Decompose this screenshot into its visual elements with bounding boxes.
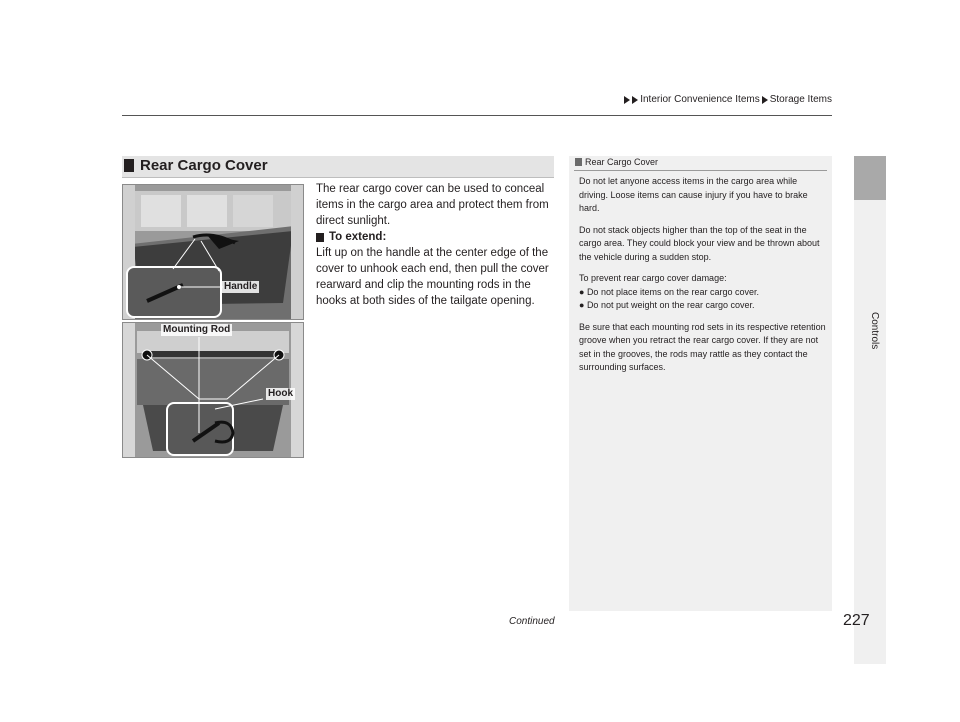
handle-callout: Handle xyxy=(224,281,258,292)
hook-callout: Hook xyxy=(268,388,293,399)
section-square-icon xyxy=(124,159,134,172)
subheading-square-icon xyxy=(316,233,324,242)
page-number: 227 xyxy=(843,612,870,629)
note-bullet-item: ● Do not put weight on the rear cargo cover. xyxy=(579,300,755,310)
cargo-cover-photo xyxy=(122,184,304,320)
subheading-label: To extend: xyxy=(329,231,387,243)
instruction-paragraph: Lift up on the handle at the center edge of the cover to unhook each end, then pull the cover rearward and clip the mounting rods in the hooks at both sides of the tailgate opening. xyxy=(316,247,549,307)
note-bullet-item: ● Do not place items on the rear cargo cover. xyxy=(579,286,760,297)
intro-paragraph: The rear cargo cover can be used to conceal items in the cargo area and protect them from direct sunlight. xyxy=(316,183,549,227)
note-title[interactable]: Rear Cargo Cover xyxy=(585,157,659,167)
mounting-rod-callout: Mounting Rod xyxy=(163,324,231,335)
section-heading xyxy=(122,156,554,178)
note-paragraph: Be sure that each mounting rod sets in its respective retention groove when you retract the rear cargo cover. If they are not set in the grooves, the rods may rattle as they contact the surrounding surfaces. xyxy=(579,321,826,372)
note-marker-icon xyxy=(575,158,582,166)
breadcrumb xyxy=(624,94,832,105)
note-paragraph: Do not stack objects higher than the top of the seat in the cargo area. They could block your view and be thrown about the vehicle during a sudden stop. xyxy=(579,224,820,262)
breadcrumb-arrow-icon xyxy=(632,96,638,104)
note-paragraph: To prevent rear cargo cover damage: xyxy=(579,273,727,283)
side-tab-label[interactable]: Controls xyxy=(869,312,880,350)
breadcrumb-item-interior-convenience[interactable]: Interior Convenience Items xyxy=(640,94,760,105)
continued-label: Continued xyxy=(509,616,555,627)
note-paragraph: Do not let anyone access items in the cargo area while driving. Loose items can cause injury if you have to brake hard. xyxy=(579,176,808,213)
header-rule xyxy=(122,115,832,116)
note-body xyxy=(579,175,827,383)
body-text xyxy=(316,181,556,309)
side-tab xyxy=(854,156,886,664)
section-title: Rear Cargo Cover xyxy=(140,157,268,174)
breadcrumb-arrow-icon xyxy=(624,96,630,104)
note-bullet-block xyxy=(579,272,827,313)
breadcrumb-arrow-icon xyxy=(762,96,768,104)
subheading-to-extend xyxy=(316,229,556,245)
side-tab-marker xyxy=(854,156,886,200)
note-rule xyxy=(574,170,827,171)
breadcrumb-item-storage[interactable]: Storage Items xyxy=(769,94,832,105)
note-header xyxy=(569,157,832,167)
